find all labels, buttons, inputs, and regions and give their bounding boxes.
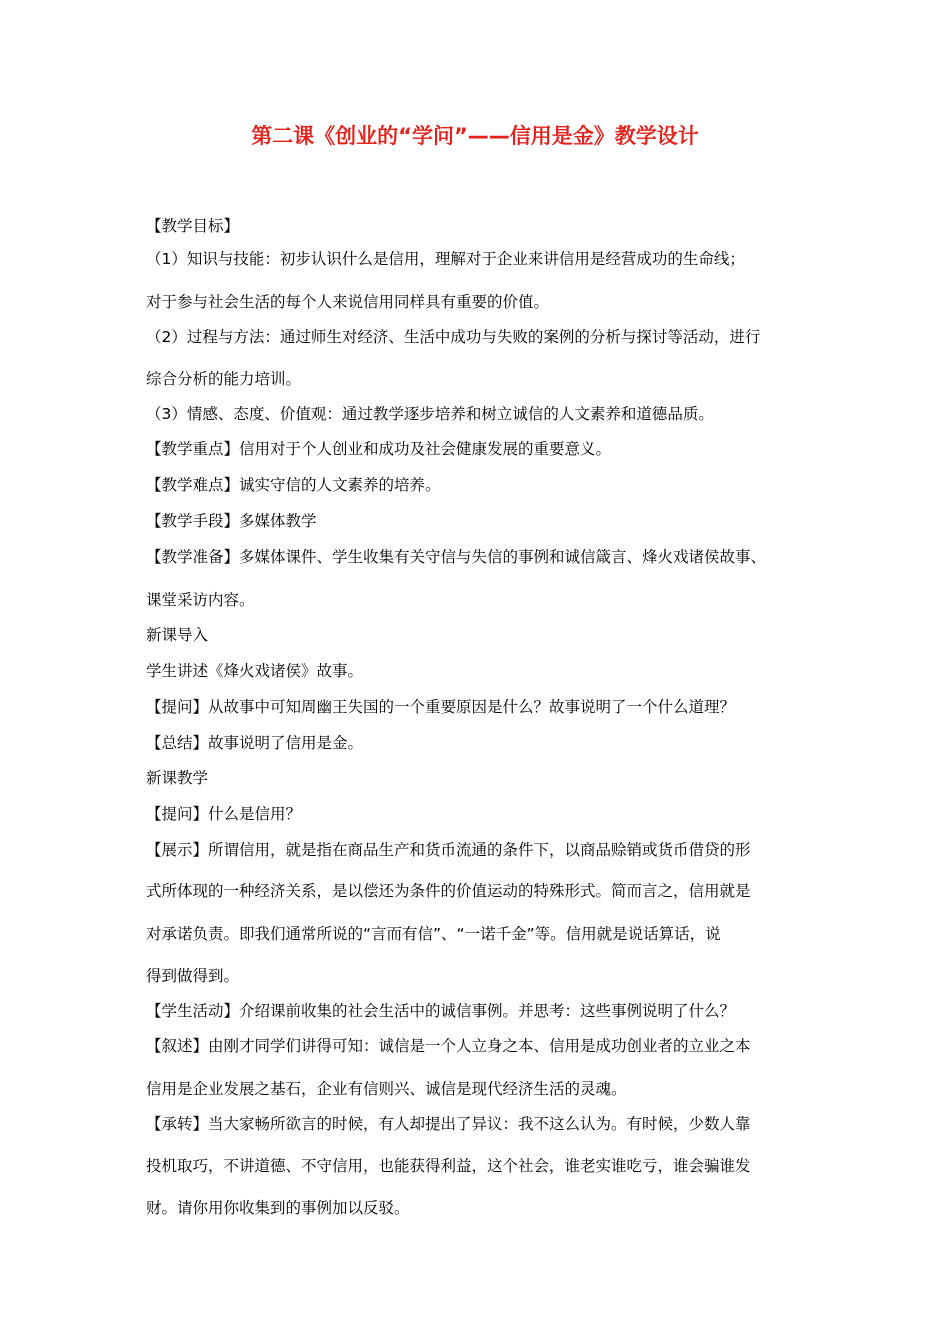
paragraph-line: 【教学难点】诚实守信的人文素养的培养。 <box>146 476 441 494</box>
paragraph-line: 课堂采访内容。 <box>146 591 255 609</box>
paragraph-line: 【教学目标】 <box>146 217 240 235</box>
paragraph-line: 式所体现的一种经济关系，是以偿还为条件的价值运动的特殊形式。简而言之，信用就是 <box>146 882 751 900</box>
paragraph-line: 【教学手段】多媒体教学 <box>146 512 317 530</box>
paragraph-line: 得到做得到。 <box>146 967 240 985</box>
paragraph-line: 【叙述】由刚才同学们讲得可知：诚信是一个人立身之本、信用是成功创业者的立业之本 <box>146 1037 751 1055</box>
paragraph-line: 【教学准备】多媒体课件、学生收集有关守信与失信的事例和诚信箴言、烽火戏诸侯故事、 <box>146 548 767 566</box>
paragraph-line: （2）过程与方法：通过师生对经济、生活中成功与失败的案例的分析与探讨等活动，进行 <box>146 328 761 346</box>
paragraph-line: 【总结】故事说明了信用是金。 <box>146 734 364 752</box>
paragraph-line: 信用是企业发展之基石，企业有信则兴、诚信是现代经济生活的灵魂。 <box>146 1080 627 1098</box>
paragraph-line: 新课教学 <box>146 769 209 787</box>
paragraph-line: 【展示】所谓信用，就是指在商品生产和货币流通的条件下，以商品赊销或货币借贷的形 <box>146 841 751 859</box>
paragraph-line: 【教学重点】信用对于个人创业和成功及社会健康发展的重要意义。 <box>146 440 612 458</box>
paragraph-line: 学生讲述《烽火戏诸侯》故事。 <box>146 662 364 680</box>
paragraph-line: 【学生活动】介绍课前收集的社会生活中的诚信事例。并思考：这些事例说明了什么？ <box>146 1002 736 1020</box>
document-title: 第二课《创业的“学问”——信用是金》教学设计 <box>251 124 699 148</box>
paragraph-line: 对于参与社会生活的每个人来说信用同样具有重要的价值。 <box>146 293 550 311</box>
paragraph-line: 对承诺负责。即我们通常所说的“言而有信”、“一诺千金”等。信用就是说话算话，说 <box>146 925 721 943</box>
paragraph-line: 【提问】什么是信用？ <box>146 805 302 823</box>
paragraph-line: 财。请你用你收集到的事例加以反驳。 <box>146 1199 410 1217</box>
paragraph-line: （1）知识与技能：初步认识什么是信用，理解对于企业来讲信用是经营成功的生命线； <box>146 250 745 268</box>
paragraph-line: 【提问】从故事中可知周幽王失国的一个重要原因是什么？故事说明了一个什么道理？ <box>146 698 736 716</box>
paragraph-line: 新课导入 <box>146 626 209 644</box>
paragraph-line: 综合分析的能力培训。 <box>146 370 302 388</box>
paragraph-line: （3）情感、态度、价值观：通过教学逐步培养和树立诚信的人文素养和道德品质。 <box>146 405 714 423</box>
paragraph-line: 投机取巧，不讲道德、不守信用，也能获得利益，这个社会，谁老实谁吃亏，谁会骗谁发 <box>146 1157 751 1175</box>
paragraph-line: 【承转】当大家畅所欲言的时候，有人却提出了异议：我不这么认为。有时候，少数人靠 <box>146 1115 751 1133</box>
